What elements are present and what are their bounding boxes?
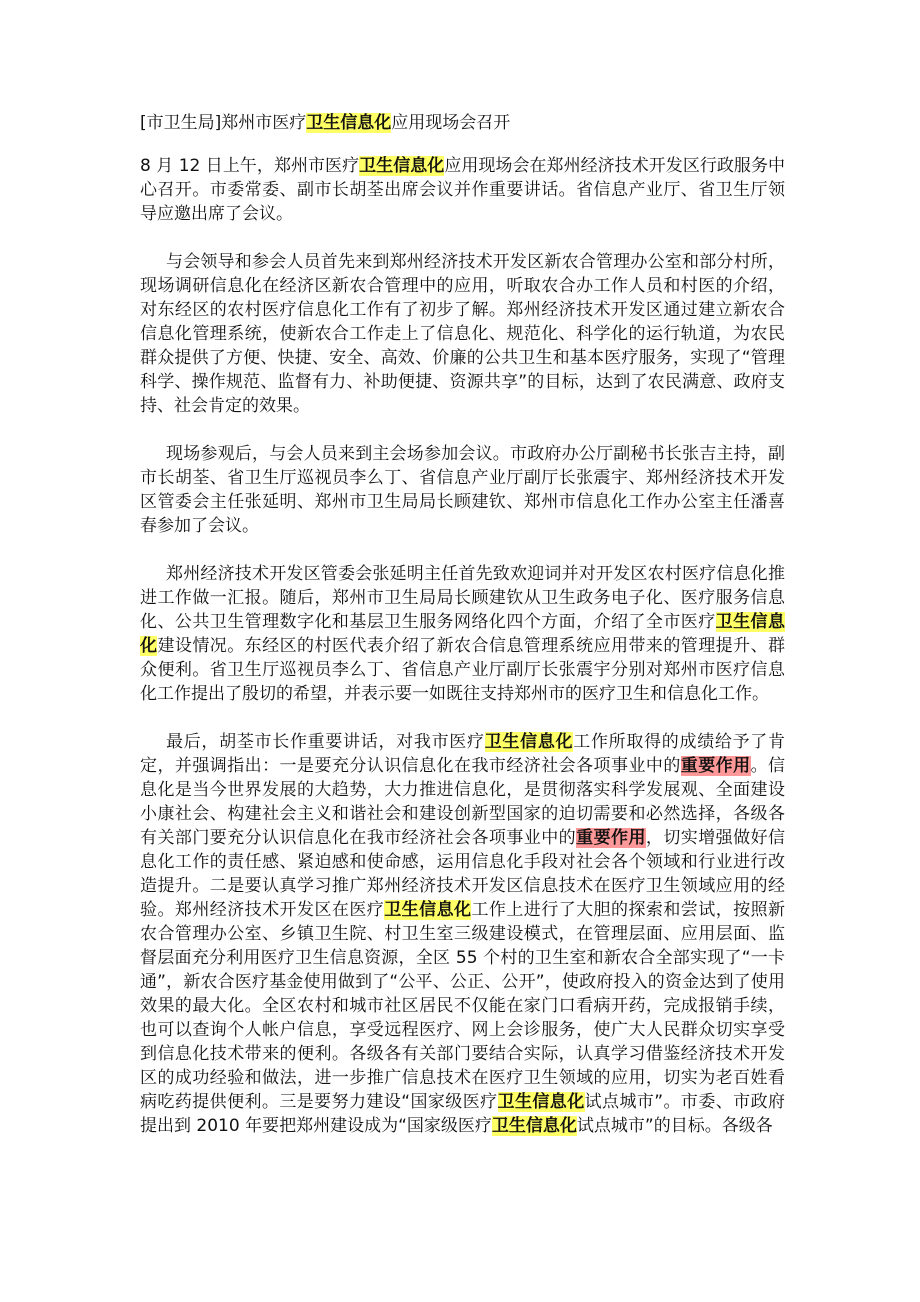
text-run: 应用现场会召开 bbox=[391, 113, 511, 133]
paragraph bbox=[140, 250, 785, 418]
highlighted-keyword: 卫生信息化 bbox=[359, 156, 445, 176]
highlighted-keyword: 卫生信息化 bbox=[384, 900, 472, 920]
paragraph bbox=[140, 562, 785, 706]
text-run: 应用现场会在郑州经济技术开发区行政服务中心召开。市委常委、副市长胡荃出席会议并作重要讲话。省信息产业厅、省卫生厅领导应邀出席了会议。 bbox=[140, 156, 786, 224]
highlighted-keyword: 卫生信息化 bbox=[497, 1092, 585, 1112]
highlighted-keyword: 卫生信息化 bbox=[306, 113, 392, 133]
text-run: 8 月 12 日上午，郑州市医疗 bbox=[140, 156, 360, 176]
text-run: 试点城市”的目标。各级各 bbox=[576, 1116, 773, 1136]
text-run: 试点城市”。市委、市政府提出到 2010 年要把郑州建设成为“国家级医疗 bbox=[140, 1092, 786, 1136]
highlighted-keyword: 卫生信息化 bbox=[484, 732, 574, 752]
text-run: 最后，胡荃市长作重要讲话，对我市医疗 bbox=[166, 732, 485, 752]
paragraph bbox=[140, 154, 785, 226]
text-run: 工作上进行了大胆的探索和尝试，按照新农合管理办公室、乡镇卫生院、村卫生室三级建设模式，在管理层面、应用层面、监督层面充分利用医疗卫生信息资源，全区 55 个村的卫生室和新农合全部实现了“一卡通”，新农合医疗基金使用做到了“公平、公正、公开”，使政府投入的资金达到了使用效果的最大化。全区农村和城市社区居民不仅能在家门口看病开药，完成报销手续，也可以查询个人帐户信息，享受远程医疗、网上会诊服务，使广大人民群众切实享受到信息化技术带来的便利。各级各有关部门要结合实际，认真学习借鉴经济技术开发区的成功经验和做法，进一步推广信息技术在医疗卫生领域的应用，切实为老百姓看病吃药提供便利。三是要努力建设“国家级医疗 bbox=[140, 900, 786, 1112]
article-title bbox=[140, 110, 785, 136]
text-run: 郑州经济技术开发区管委会张延明主任首先致欢迎词并对开发区农村医疗信息化推进工作做一汇报。随后，郑州市卫生局局长顾建钦从卫生政务电子化、医疗服务信息化、公共卫生管理数字化和基层卫生服务网络化四个方面，介绍了全市医疗 bbox=[140, 564, 785, 632]
highlighted-keyword-red: 重要作用 bbox=[680, 756, 751, 776]
text-run: [市卫生局]郑州市医疗 bbox=[140, 113, 307, 133]
paragraph bbox=[140, 442, 785, 538]
text-run: ，切实增强做好信息化工作的责任感、紧迫感和使命感，运用信息化手段对社会各个领域和行业进行改造提升。二是要认真学习推广郑州经济技术开发区信息技术在医疗卫生领域应用的经验。郑州经济技术开发区在医疗 bbox=[140, 828, 786, 920]
paragraph bbox=[140, 730, 785, 1138]
text-run: 工作所取得的成绩给予了肯定，并强调指出：一是要充分认识信息化在我市经济社会各项事业中的 bbox=[140, 732, 786, 776]
highlighted-keyword: 卫生信息化 bbox=[140, 612, 786, 656]
text-run: 建设情况。东经区的村医代表介绍了新农合信息管理系统应用带来的管理提升、群众便利。省卫生厅巡视员李么丁、省信息产业厅副厅长张震宇分别对郑州市医疗信息化工作提出了殷切的希望，并表示要一如既往支持郑州市的医疗卫生和信息化工作。 bbox=[140, 636, 786, 704]
text-run: 与会领导和参会人员首先来到郑州经济技术开发区新农合管理办公室和部分村所，现场调研信息化在经济区新农合管理中的应用，听取农合办工作人员和村医的介绍，对东经区的农村医疗信息化工作有了初步了解。郑州经济技术开发区通过建立新农合信息化管理系统，使新农合工作走上了信息化、规范化、科学化的运行轨道，为农民群众提供了方便、快捷、安全、高效、价廉的公共卫生和基本医疗服务，实现了“管理科学、操作规范、监督有力、补助便捷、资源共享”的目标，达到了农民满意、政府支持、社会肯定的效果。 bbox=[140, 252, 785, 416]
article-body bbox=[140, 154, 785, 1138]
highlighted-keyword-red: 重要作用 bbox=[576, 828, 646, 848]
text-run: 现场参观后，与会人员来到主会场参加会议。市政府办公厅副秘书长张吉主持，副市长胡荃、省卫生厅巡视员李么丁、省信息产业厅副厅长张震宇、郑州经济技术开发区管委会主任张延明、郑州市卫生局局长顾建钦、郑州市信息化工作办公室主任潘喜春参加了会议。 bbox=[140, 444, 785, 536]
highlighted-keyword: 卫生信息化 bbox=[491, 1116, 577, 1136]
document-page bbox=[140, 110, 785, 1162]
text-run: 。信息化是当今世界发展的大趋势，大力推进信息化，是贯彻落实科学发展观、全面建设小康社会、构建社会主义和谐社会和建设创新型国家的迫切需要和必然选择，各级各有关部门要充分认识信息化在我市经济社会各项事业中的 bbox=[140, 756, 786, 848]
